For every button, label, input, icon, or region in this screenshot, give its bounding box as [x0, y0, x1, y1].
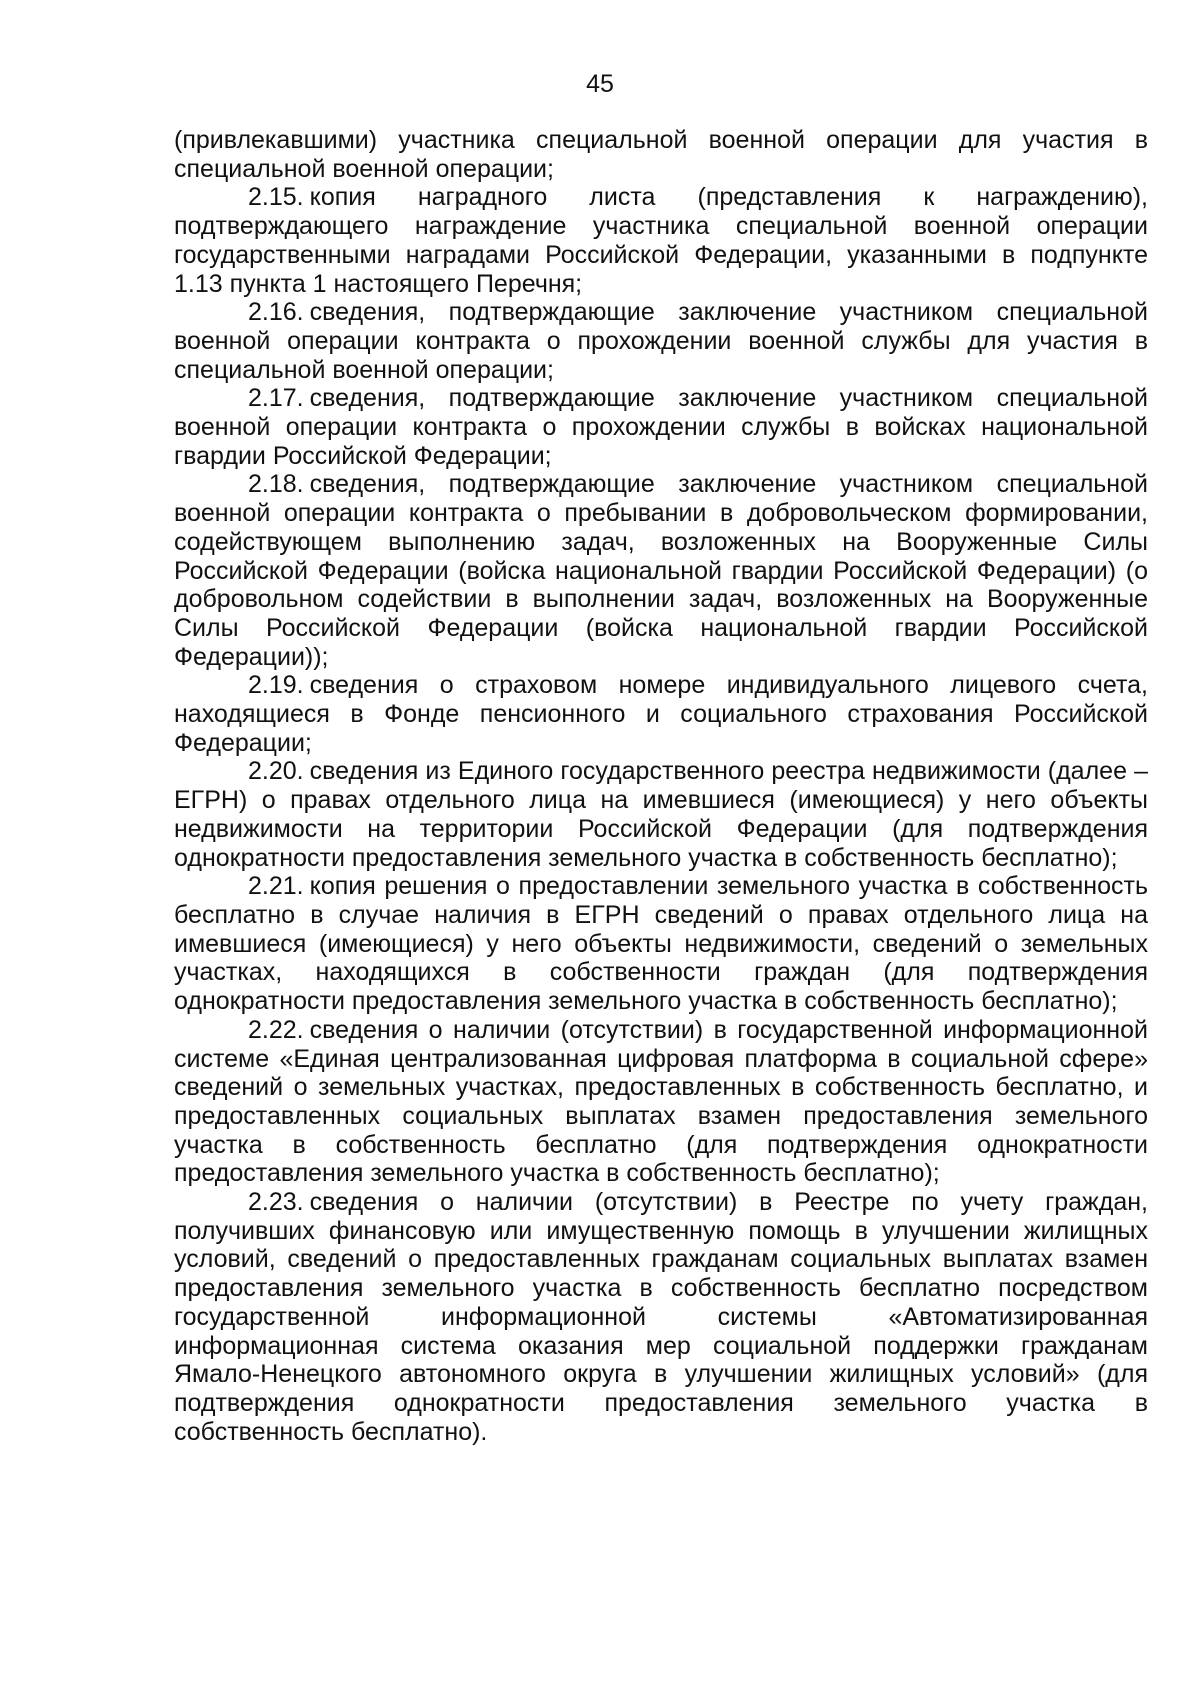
paragraph-text: сведения, подтверждающие заключение участником специальной военной операции контракта о прохождении военной службы для участия в специальной военной операции; — [174, 298, 1148, 384]
paragraph-2-23 — [174, 1188, 1148, 1446]
paragraph-text: копия наградного листа (представления к награждению), подтверждающего награждение участника специальной военной операции государственными наградами Российской Федерации, указанными в подпункте 1.13 пункта 1 настоящего Перечня; — [174, 183, 1148, 298]
paragraph-number: 2.23. — [248, 1188, 304, 1217]
paragraph-2-22 — [174, 1016, 1148, 1188]
paragraph-text: сведения о наличии (отсутствии) в государственной информационной системе «Единая централизованная цифровая платформа в социальной сфере» сведений о земельных участках, предоставленных в собственность бесплатно, и предоставленных социальных выплатах взамен предоставления земельного участка в собственность бесплатно (для подтверждения однократности предоставления земельного участка в собственность бесплатно); — [174, 1015, 1148, 1188]
paragraph-2-15 — [174, 183, 1148, 298]
paragraph-text: сведения из Единого государственного реестра недвижимости (далее – ЕГРН) о правах отдельного лица на имевшиеся (имеющиеся) у него объекты недвижимости на территории Российской Федерации (для подтверждения однократности предоставления земельного участка в собственность бесплатно); — [174, 757, 1148, 872]
paragraph-text: сведения о наличии (отсутствии) в Реестре по учету граждан, получивших финансовую или имущественную помощь в улучшении жилищных условий, сведений о предоставленных гражданам социальных выплатах взамен предоставления земельного участка в собственность бесплатно посредством государственной информационной системы «Автоматизированная информационная система оказания мер социальной поддержки гражданам Ямало-Ненецкого автономного округа в улучшении жилищных условий» (для подтверждения однократности предоставления земельного участка в собственность бесплатно). — [174, 1188, 1148, 1446]
paragraph-number: 2.20. — [248, 757, 304, 786]
paragraph-2-18 — [174, 470, 1148, 671]
paragraph-2-20 — [174, 757, 1148, 872]
page-number: 45 — [586, 70, 614, 98]
paragraph-2-16 — [174, 298, 1148, 384]
paragraph-text: (привлекавшими) участника специальной военной операции для участия в специальной военной операции; — [174, 126, 1148, 183]
paragraph-number: 2.19. — [248, 671, 304, 700]
document-body — [174, 126, 1148, 1446]
paragraph-continuation — [174, 126, 1148, 183]
paragraph-number: 2.16. — [248, 298, 304, 327]
paragraph-2-19 — [174, 671, 1148, 757]
paragraph-text: сведения о страховом номере индивидуального лицевого счета, находящиеся в Фонде пенсионного и социального страхования Российской Федерации; — [174, 671, 1148, 757]
paragraph-2-21 — [174, 872, 1148, 1016]
paragraph-number: 2.22. — [248, 1015, 304, 1044]
paragraph-number: 2.17. — [248, 384, 304, 413]
paragraph-number: 2.15. — [248, 183, 304, 212]
paragraph-text: копия решения о предоставлении земельного участка в собственность бесплатно в случае наличия в ЕГРН сведений о правах отдельного лица на имевшиеся (имеющиеся) у него объекты недвижимости, сведений о земельных участках, находящихся в собственности граждан (для подтверждения однократности предоставления земельного участка в собственность бесплатно); — [174, 872, 1148, 1016]
paragraph-number: 2.18. — [248, 470, 304, 499]
paragraph-text: сведения, подтверждающие заключение участником специальной военной операции контракта о пребывании в добровольческом формировании, содействующем выполнению задач, возложенных на Вооруженные Силы Российской Федерации (войска национальной гвардии Российской Федерации) (о добровольном содействии в выполнении задач, возложенных на Вооруженные Силы Российской Федерации (войска национальной гвардии Российской Федерации)); — [174, 470, 1148, 671]
paragraph-text: сведения, подтверждающие заключение участником специальной военной операции контракта о прохождении службы в войсках национальной гвардии Российской Федерации; — [174, 384, 1148, 470]
paragraph-2-17 — [174, 384, 1148, 470]
paragraph-number: 2.21. — [248, 872, 304, 901]
